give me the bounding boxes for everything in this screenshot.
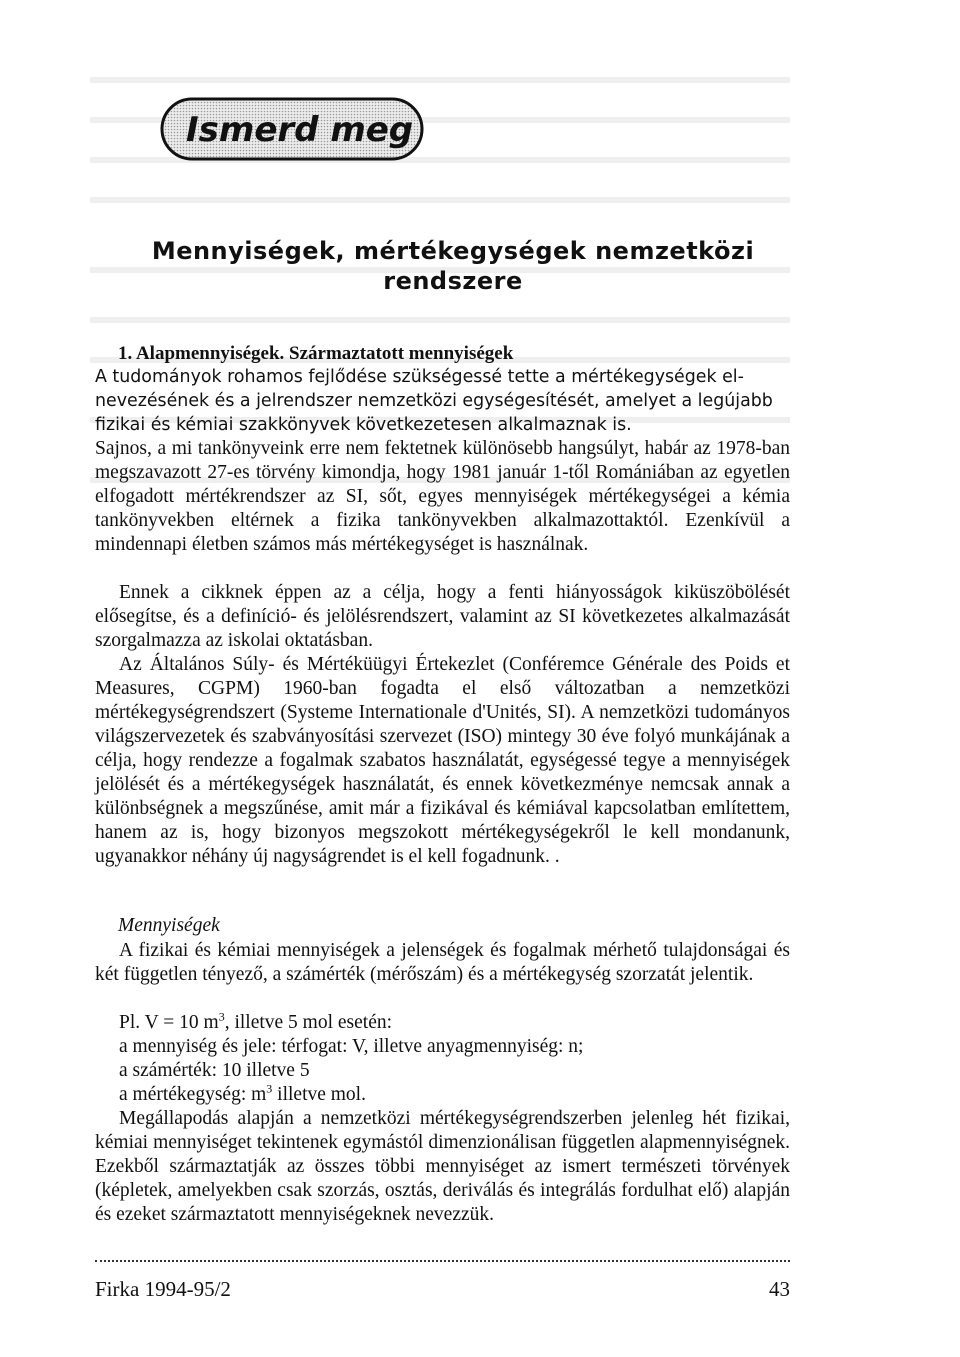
example-line-4-end: illetve mol. [272,1084,366,1105]
badge-label: Ismerd meg [186,110,414,150]
example-line-1 [119,1011,392,1035]
article-title [118,236,788,296]
paragraph-definition: A fizikai és kémiai mennyiségek a jelenségek és fogalmak mérhető tulajdonságai és két független tényező, a számérték (mérőszám) és a mértékegység szorzatát jelentik. [95,940,790,985]
paragraph-cgpm: Az Általános Súly- és Mértéküügyi Értekezlet (Conféremce Générale des Poids et Measures, CGPM) 1960-ban fogadta el első változatban a nemzetközi mértékegységrendszert (Systeme Internationale d'Unités, SI). A nemzetközi tudományos világszervezetek és szabványosítási szervezet (ISO) mintegy 30 éve folyó munkájának a célja, hogy rendezze a fogalmak szabatos használatát, egységessé tegye a mennyiségek jelölését és a mértékegységek használatát, és ennek következménye nemcsak annak a különbségnek a megszűnése, amit már a fizikával és kémiával kapcsolatban említettem, hanem az is, hogy bizonyos megszokott mértékegységekről le kell mondanunk, ugyanakkor néhány új nagyságrendet is el kell fogadnunk. . [95,654,790,867]
subheading-mennyisegek: Mennyiségek [118,915,220,936]
example-line-4 [119,1083,366,1107]
example-line-1-start: Pl. V = 10 m [119,1012,219,1033]
example-line-2: a mennyiség és jele: térfogat: V, illetve anyagmennyiség: n; [119,1036,584,1057]
example-line-3: a számérték: 10 illetve 5 [119,1060,310,1081]
paragraph-purpose: Ennek a cikknek éppen az a célja, hogy a fenti hiányosságok kiküszöbölését elősegítse, és a definíció- és jelölésrendszert, valamint az SI következetes alkalmazását szorgalmazza az iskolai oktatásban. [95,582,790,651]
example-line-4-start: a mértékegység: m [119,1084,267,1105]
paragraph-base-quantities: Megállapodás alapján a nemzetközi mértékegységrendszerben jelenleg hét fizikai, kémiai mennyiséget tekintenek egymástól dimenzionálisan független alapmennyiségnek. Ezekből származtatják az összes többi mennyiséget az ismert természeti törvények (képletek, amelyekben csak szorzás, osztás, deriválás és integrálás fordulhat elő) alapján és ezeket származtatott mennyiségeknek nevezzük. [95,1108,790,1225]
intro-line-3: fizikai és kémiai szakkönyvek következetesen alkalmaznak is. [95,415,632,435]
page-number: 43 [769,1277,790,1301]
example-line-1-exponent: 3 [218,1009,225,1024]
example-line-4-exponent: 3 [266,1081,273,1096]
journal-reference: Firka 1994-95/2 [95,1277,231,1301]
intro-line-2: nevezésének és a jelrendszer nemzetközi egységesítését, amelyet a legújabb [95,391,773,411]
section-badge [158,95,426,163]
example-line-1-end: , illetve 5 mol esetén: [224,1012,393,1033]
article-title-line-2: rendszere [383,267,523,295]
paragraph-textbooks: Sajnos, a mi tankönyveink erre nem fektetnek különösebb hangsúlyt, habár az 1978-ban megszavazott 27-es törvény kimondja, hogy 1981 január 1-től Romániában az egyetlen elfogadott mértékrendszer az SI, sőt, egyes mennyiségek mértékegységei a kémia tankönyvekben eltérnek a fizika tankönyvekben alkalmazottaktól. Ezenkívül a mindennapi életben számos más mértékegységet is használnak. [95,438,790,555]
section-title: 1. Alapmennyiségek. Származtatott mennyiségek [118,343,514,364]
intro-line-1: A tudományok rohamos fejlődése szükségessé tette a mértékegységek el- [95,367,744,387]
footer-divider [95,1260,790,1262]
article-title-line-1: Mennyiségek, mértékegységek nemzetközi [151,237,755,265]
